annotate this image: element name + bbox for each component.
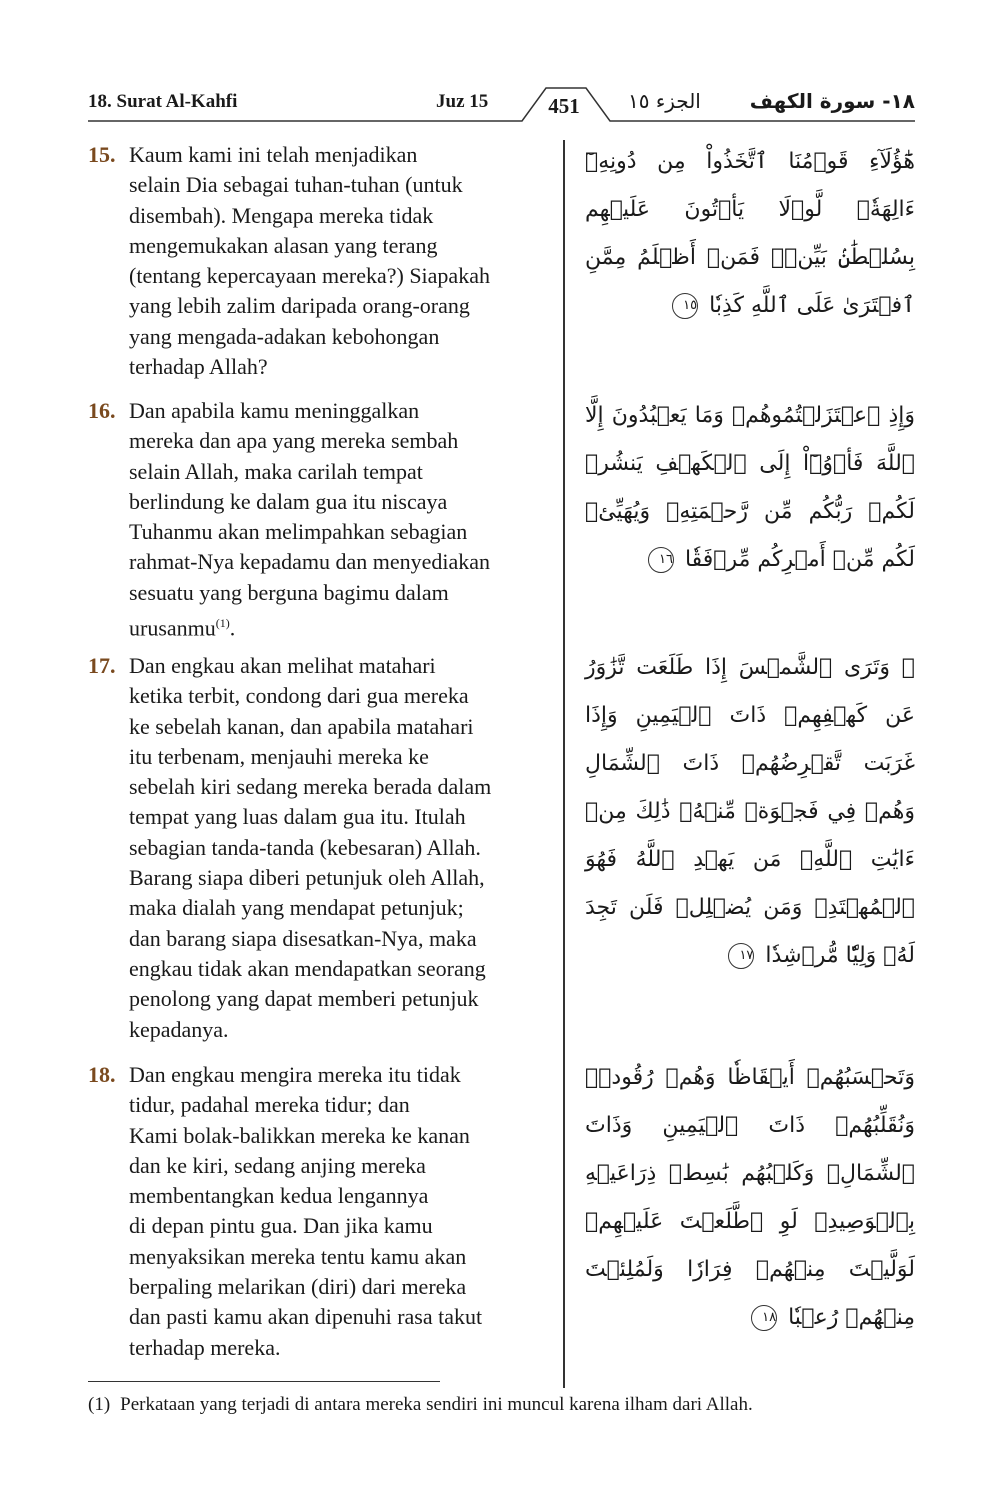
footnote (88, 1394, 753, 1416)
ayah-end-marker: ١٥ (672, 293, 698, 319)
verse-17-arabic (585, 644, 915, 980)
column-divider (563, 140, 565, 1388)
footnote-ref[interactable]: (1) (215, 616, 230, 631)
verse-number: 15. (88, 142, 116, 167)
ayah-end-marker: ١٦ (648, 547, 674, 573)
verse-text: Dan engkau akan melihat matahari ketika terbit, condong dari gua mereka ke sebelah kanan, dan apabila matahari itu terbenam, menjauhi mereka ke sebelah kiri sedang mereka berada dalam tempat yang luas dalam gua itu. Itulah sebagian tanda-tanda (kebesaran) Allah. Barang siapa diberi petunjuk oleh Allah, maka dialah yang mendapat petunjuk; dan barang siapa disesatkan-Nya, maka engkau tidak akan mendapatkan seorang penolong yang dapat memberi petunjuk kepadanya. (129, 653, 492, 1042)
verse-text: Kaum kami ini telah menjadikan selain Dia sebagai tuhan-tuhan (untuk disembah). Mengapa mereka tidak mengemukakan alasan yang terang (tentang kepercayaan mereka?) Siapakah yang lebih zalim daripada orang-orang yang mengada-adakan kebohongan terhadap Allah? (129, 142, 490, 380)
arabic-text: وَإِذِ ٱعۡتَزَلۡتُمُوهُمۡ وَمَا يَعۡبُدُونَ إِلَّا ٱللَّهَ فَأۡوُۥٓاْ إِلَى ٱلۡكَهۡفِ يَنشُرۡ لَكُمۡ رَبُّكُم مِّن رَّحۡمَتِهِۦ وَيُهَيِّئۡ لَكُم مِّنۡ أَمۡرِكُم مِّرۡفَقٗا (585, 403, 915, 572)
arabic-text: وَتَحۡسَبُهُمۡ أَيۡقَاظٗا وَهُمۡ رُقُودٞۚ وَنُقَلِّبُهُمۡ ذَاتَ ٱلۡيَمِينِ وَذَاتَ ٱلشِّمَالِۖ وَكَلۡبُهُم بَٰسِطٞ ذِرَاعَيۡهِ بِٱلۡوَصِيدِۚ لَوِ ٱطَّلَعۡتَ عَلَيۡهِمۡ لَوَلَّيۡتَ مِنۡهُمۡ فِرَارٗا وَلَمُلِئۡتَ مِنۡهُمۡ رُعۡبٗا (585, 1065, 915, 1330)
surah-title-arabic: ١٨- سورة الكهف (749, 89, 915, 113)
verse-18-arabic (585, 1054, 915, 1342)
verse-text-body: Dan apabila kamu meninggalkan mereka dan apa yang mereka sembah selain Allah, maka carilah tempat berlindung ke dalam gua itu niscaya Tuhanmu akan melimpahkan sebagian rahmat-Nya kepadamu dan menyediakan sesuatu yang berguna bagimu dalam urusanmu (129, 398, 491, 641)
verse-text-end: . (229, 615, 236, 641)
verse-number: 18. (88, 1062, 116, 1087)
verse-16-arabic (585, 392, 915, 584)
verse-number: 17. (88, 653, 116, 678)
verse-number: 16. (88, 398, 116, 423)
arabic-text: هَٰٓؤُلَآءِ قَوۡمُنَا ٱتَّخَذُواْ مِن دُونِهِۦٓ ءَالِهَةٗۖ لَّوۡلَا يَأۡتُونَ عَلَيۡهِم بِسُلۡطَٰنِۢ بَيِّنٖۖ فَمَنۡ أَظۡلَمُ مِمَّنِ ٱفۡتَرَىٰ عَلَى ٱللَّهِ كَذِبٗا (585, 149, 915, 318)
footnote-number: (1) (88, 1394, 111, 1415)
verse-text (129, 396, 559, 644)
footnote-separator (88, 1381, 440, 1382)
arabic-text: ۞ وَتَرَى ٱلشَّمۡسَ إِذَا طَلَعَت تَّزَٰوَرُ عَن كَهۡفِهِمۡ ذَاتَ ٱلۡيَمِينِ وَإِذَا غَرَبَت تَّقۡرِضُهُمۡ ذَاتَ ٱلشِّمَالِ وَهُمۡ فِي فَجۡوَةٖ مِّنۡهُۚ ذَٰلِكَ مِنۡ ءَايَٰتِ ٱللَّهِۗ مَن يَهۡدِ ٱللَّهُ فَهُوَ ٱلۡمُهۡتَدِۖ وَمَن يُضۡلِلۡ فَلَن تَجِدَ لَهُۥ وَلِيّٗا مُّرۡشِدٗا (585, 655, 915, 968)
page-number: 451 (548, 94, 580, 118)
page-header (0, 0, 1000, 130)
ayah-end-marker: ١٨ (751, 1305, 777, 1331)
juz-label-latin: Juz 15 (436, 91, 489, 112)
ayah-end-marker: ١٧ (728, 943, 754, 969)
verse-15-arabic (585, 138, 915, 330)
verse-text: Dan engkau mengira mereka itu tidak tidur, padahal mereka tidur; dan Kami bolak-balikkan mereka ke kanan dan ke kiri, sedang anjing mereka membentangkan kedua lengannya di depan pintu gua. Dan jika kamu menyaksikan mereka tentu kamu akan berpaling melarikan (diri) dari mereka dan pasti kamu akan dipenuhi rasa takut terhadap mereka. (129, 1062, 483, 1360)
footnote-text: Perkataan yang terjadi di antara mereka sendiri ini muncul karena ilham dari Allah. (120, 1394, 753, 1415)
surah-title-latin: 18. Surat Al-Kahfi (88, 91, 238, 112)
juz-label-arabic: الجزء ١٥ (628, 89, 701, 113)
